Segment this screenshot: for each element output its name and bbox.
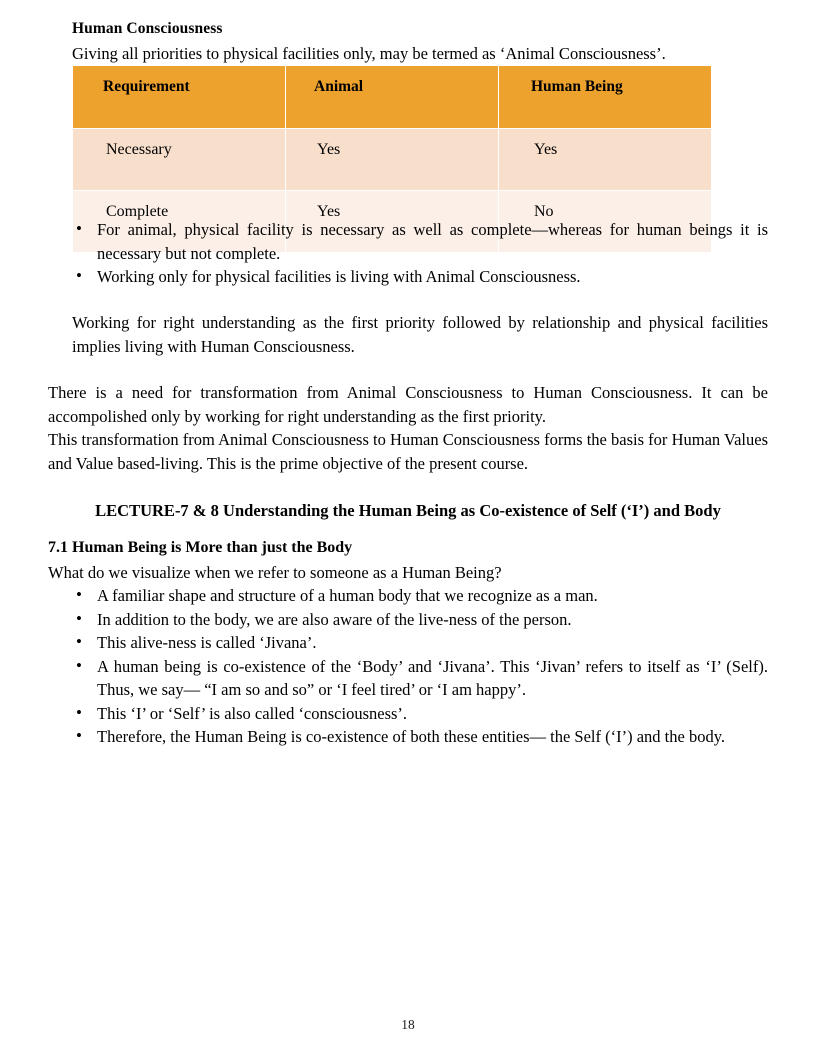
bullet-list-human-being: [72, 584, 768, 749]
page-number: 18: [401, 1017, 415, 1032]
question-line: What do we visualize when we refer to someone as a Human Being?: [48, 563, 502, 582]
list-item: • This ‘I’ or ‘Self’ is also called ‘consciousness’.: [72, 702, 768, 726]
lead-paragraph: Giving all priorities to physical facilities only, may be termed as ‘Animal Consciousness’.: [72, 44, 666, 63]
list-item: • Therefore, the Human Being is co-existence of both these entities— the Self (‘I’) and the body.: [72, 725, 768, 749]
cell-animal: Yes: [286, 191, 499, 253]
cell-requirement: Necessary: [73, 129, 286, 191]
table-header: [73, 66, 712, 129]
list-item: • Working only for physical facilities is living with Animal Consciousness.: [72, 265, 768, 289]
subsection-heading: 7.1 Human Being is More than just the Body: [48, 539, 353, 556]
table-row: [73, 129, 712, 191]
cell-human-being: No: [499, 191, 712, 253]
list-item: • For animal, physical facility is necessary as well as complete—whereas for human beings it is necessary but not complete.: [72, 218, 768, 265]
section-heading: Human Consciousness: [72, 20, 223, 37]
paragraph-transformation-need: There is a need for transformation from Animal Consciousness to Human Consciousness. It can be accompolished only by working for right understanding as the first priority.: [48, 383, 768, 426]
table-header-row: [73, 66, 712, 129]
lecture-heading: LECTURE-7 & 8 Understanding the Human Being as Co-existence of Self (‘I’) and Body: [95, 501, 721, 520]
list-item: • This alive-ness is called ‘Jivana’.: [72, 631, 768, 655]
list-item: • A familiar shape and structure of a human body that we recognize as a man.: [72, 584, 768, 608]
column-header-animal: Animal: [286, 66, 499, 129]
cell-requirement: Complete: [73, 191, 286, 253]
list-item: • A human being is co-existence of the ‘Body’ and ‘Jivana’. This ‘Jivan’ refers to itself as ‘I’ (Self). Thus, we say— “I am so and so” or ‘I feel tired’ or ‘I am happy’.: [72, 655, 768, 702]
column-header-human-being: Human Being: [499, 66, 712, 129]
bullet-list-consciousness: [72, 218, 768, 289]
column-header-requirement: Requirement: [73, 66, 286, 129]
cell-animal: Yes: [286, 129, 499, 191]
paragraph-human-consciousness: Working for right understanding as the first priority followed by relationship and physical facilities implies living with Human Consciousness.: [72, 313, 768, 356]
list-item: • In addition to the body, we are also aware of the live-ness of the person.: [72, 608, 768, 632]
paragraph-transformation-basis: This transformation from Animal Consciousness to Human Consciousness forms the basis for Human Values and Value based-living. This is the prime objective of the present course.: [48, 430, 768, 473]
cell-human-being: Yes: [499, 129, 712, 191]
